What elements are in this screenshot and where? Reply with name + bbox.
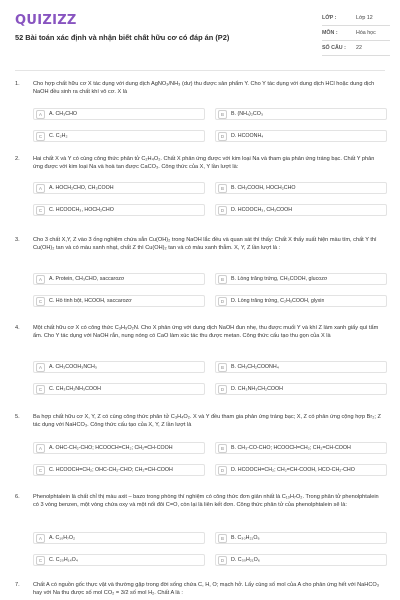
- question-1: [15, 81, 387, 145]
- option-text: D. C₃₀H₂₁O₆: [231, 557, 260, 563]
- meta-label: SỐ CÂU :: [322, 45, 346, 51]
- option-letter: A: [36, 534, 45, 543]
- option-b[interactable]: [215, 532, 387, 544]
- question-number: 4.: [15, 325, 20, 331]
- option-text: C. HCOOCH=CH₂; OHC-CH₂-CHO; CH₂=CH-COOH: [49, 467, 173, 473]
- option-letter: A: [36, 275, 45, 284]
- option-b[interactable]: [215, 182, 387, 194]
- option-text: B. CH₃COOH, HOCH₂CHO: [231, 185, 296, 191]
- quizizz-logo: QUIZIZZ: [15, 13, 77, 28]
- option-letter: A: [36, 363, 45, 372]
- option-text: A. C₁₀H₇O₂: [49, 535, 76, 541]
- option-text: A. HOCH₂CHO, CH₃COOH: [49, 185, 114, 191]
- option-letter: C: [36, 556, 45, 565]
- option-letter: D: [218, 132, 227, 141]
- meta-row-class: [322, 11, 390, 26]
- meta-box: [322, 11, 390, 56]
- question-text: Một chất hữu cơ X có công thức C₃H₉O₂N. Cho X phản ứng với dung dịch NaOH đun nhẹ, thu được muối Y và khí Z làm xanh giấy quì tẩm ẩm. Cho Y tác dụng với NaOH rắn, nung nóng có CaO làm xúc tác thu được metan. Công thức cấu tạo thu gọn của X là: [33, 325, 379, 339]
- question-number: 5.: [15, 414, 20, 420]
- option-a[interactable]: [33, 361, 205, 373]
- question-number: 1.: [15, 81, 20, 87]
- option-c[interactable]: [33, 204, 205, 216]
- option-letter: C: [36, 297, 45, 306]
- question-number: 2.: [15, 156, 20, 162]
- option-text: C. C₂H₂: [49, 133, 68, 139]
- meta-value: Hóa học: [356, 30, 376, 36]
- option-text: D. HCOOCH₃, CH₃COOH: [231, 207, 293, 213]
- option-a[interactable]: [33, 532, 205, 544]
- option-text: B. C₃₀H₂₁O₆: [231, 535, 260, 541]
- option-letter: B: [218, 275, 227, 284]
- question-6: [15, 494, 387, 570]
- option-d[interactable]: [215, 464, 387, 476]
- meta-value: Lớp 12: [356, 15, 373, 21]
- meta-label: MÔN :: [322, 30, 338, 36]
- option-b[interactable]: [215, 361, 387, 373]
- option-text: B. CH₃-CO-CHO; HCOOCH=CH₂; CH₂=CH-COOH: [231, 445, 351, 451]
- option-c[interactable]: [33, 383, 205, 395]
- option-a[interactable]: [33, 108, 205, 120]
- question-number: 3.: [15, 237, 20, 243]
- option-b[interactable]: [215, 108, 387, 120]
- option-letter: B: [218, 534, 227, 543]
- option-text: D. HCOONH₄: [231, 133, 264, 139]
- option-text: B. Lòng trắng trứng, CH₃COOH, glucozơ: [231, 276, 328, 282]
- question-number: 7.: [15, 582, 20, 588]
- option-letter: B: [218, 444, 227, 453]
- question-4: [15, 325, 387, 401]
- option-text: A. CH₃CHO: [49, 111, 78, 117]
- option-letter: D: [218, 206, 227, 215]
- option-text: D. HCOOCH=CH₂; CH₂=CH-COOH, HCO-CH₂-CHO: [231, 467, 355, 473]
- option-d[interactable]: [215, 554, 387, 566]
- option-letter: A: [36, 444, 45, 453]
- page-title: 52 Bài toán xác định và nhận biết chất hữu cơ có đáp án (P2): [15, 33, 230, 42]
- option-text: A. OHC-CH₂-CHO; HCOOCH=CH₂; CH₂=CH-COOH: [49, 445, 173, 451]
- option-text: C. Hồ tinh bột, HCOOH, saccarozơ: [49, 298, 132, 304]
- option-letter: A: [36, 110, 45, 119]
- option-c[interactable]: [33, 464, 205, 476]
- meta-row-subject: [322, 26, 390, 41]
- option-text: A. CH₃COOH₃NCH₃: [49, 364, 97, 370]
- option-text: D. Lòng trắng trứng, C₂H₅COOH, glyxin: [231, 298, 325, 304]
- option-letter: A: [36, 184, 45, 193]
- question-text: Chất A có nguồn gốc thực vật và thường gặp trong đời sống chứa C, H, O; mạch hở. Lấy cùng số mol của A cho phản ứng hết với NaHCO₃ hay với Na thu được số mol CO₂ = 3/2 số mol H₂. Chất A là :: [33, 582, 379, 596]
- option-letter: B: [218, 363, 227, 372]
- question-text: Phenolphtalein là chất chỉ thị màu axit – bazo trong phòng thí nghiệm có công thức đơn giản nhất là C₁₀H₇O₂. Trong phân tử phenolphtalein có 3 vòng benzen, một vòng chứa oxy và một nối đôi C=O, còn lại là liên kết đơn. Công thức phân tử của phenolphtalein sẽ là:: [33, 494, 379, 508]
- option-d[interactable]: [215, 295, 387, 307]
- header-divider: [15, 70, 385, 71]
- option-letter: D: [218, 556, 227, 565]
- option-letter: C: [36, 385, 45, 394]
- option-letter: B: [218, 184, 227, 193]
- question-number: 6.: [15, 494, 20, 500]
- question-3: [15, 237, 387, 315]
- option-letter: D: [218, 466, 227, 475]
- option-text: C. HCOOCH₃, HOCH₂CHO: [49, 207, 114, 213]
- option-letter: D: [218, 297, 227, 306]
- option-letter: C: [36, 466, 45, 475]
- meta-value: 22: [356, 45, 362, 51]
- question-2: [15, 156, 387, 220]
- option-text: C. CH₃CH₂NH₃COOH: [49, 386, 101, 392]
- question-text: Cho hợp chất hữu cơ X tác dụng với dung dịch AgNO₃/NH₃ (dư) thu được sản phẩm Y. Cho Y tác dụng với dung dịch HCl hoặc dung dịch NaOH đều sinh ra chất khí vô cơ. X là: [33, 81, 375, 95]
- question-text: Ba hợp chất hữu cơ X, Y, Z có cùng công thức phân tử C₃H₄O₂. X và Y đều tham gia phản ứng tráng bạc; X, Z có phản ứng cộng hợp Br₂; Z tác dụng với NaHCO₃. Công thức cấu tạo của X, Y, Z lần lượt là: [33, 414, 381, 428]
- option-c[interactable]: [33, 554, 205, 566]
- option-a[interactable]: [33, 273, 205, 285]
- option-d[interactable]: [215, 204, 387, 216]
- question-5: [15, 414, 387, 482]
- option-a[interactable]: [33, 182, 205, 194]
- question-text: Cho 3 chất X,Y, Z vào 3 ống nghiệm chứa sẵn Cu(OH)₂ trong NaOH lắc đều và quan sát thì thấy: Chất X thấy xuất hiện màu tím, chất Y thì Cu(OH)₂ tan và có màu xanh nhạt, chất Z thì Cu(OH)₂ tan và có màu xanh thẫm. X, Y, Z lần lượt là :: [33, 237, 377, 251]
- option-text: B. CH₃CH₂COONH₄: [231, 364, 279, 370]
- meta-label: LỚP :: [322, 15, 337, 21]
- option-c[interactable]: [33, 130, 205, 142]
- option-letter: B: [218, 110, 227, 119]
- option-c[interactable]: [33, 295, 205, 307]
- question-7: [15, 582, 387, 600]
- option-text: A. Protein, CH₃CHO, saccarozơ: [49, 276, 125, 282]
- option-d[interactable]: [215, 383, 387, 395]
- meta-row-count: [322, 41, 390, 56]
- page-header: [0, 0, 400, 66]
- option-a[interactable]: [33, 442, 205, 454]
- option-b[interactable]: [215, 273, 387, 285]
- option-d[interactable]: [215, 130, 387, 142]
- option-text: D. CH₃NH₃CH₂COOH: [231, 386, 283, 392]
- option-text: B. (NH₄)₂CO₃: [231, 111, 263, 117]
- option-letter: C: [36, 132, 45, 141]
- option-text: C. C₂₀H₁₄O₄: [49, 557, 78, 563]
- option-letter: D: [218, 385, 227, 394]
- option-letter: C: [36, 206, 45, 215]
- option-b[interactable]: [215, 442, 387, 454]
- question-text: Hai chất X và Y có cùng công thức phân tử C₂H₄O₂. Chất X phản ứng được với kim loại Na và tham gia phản ứng tráng bạc. Chất Y phản ứng được với kim loại Na và hoà tan được CaCO₃. Công thức của X, Y lần lượt là:: [33, 156, 375, 170]
